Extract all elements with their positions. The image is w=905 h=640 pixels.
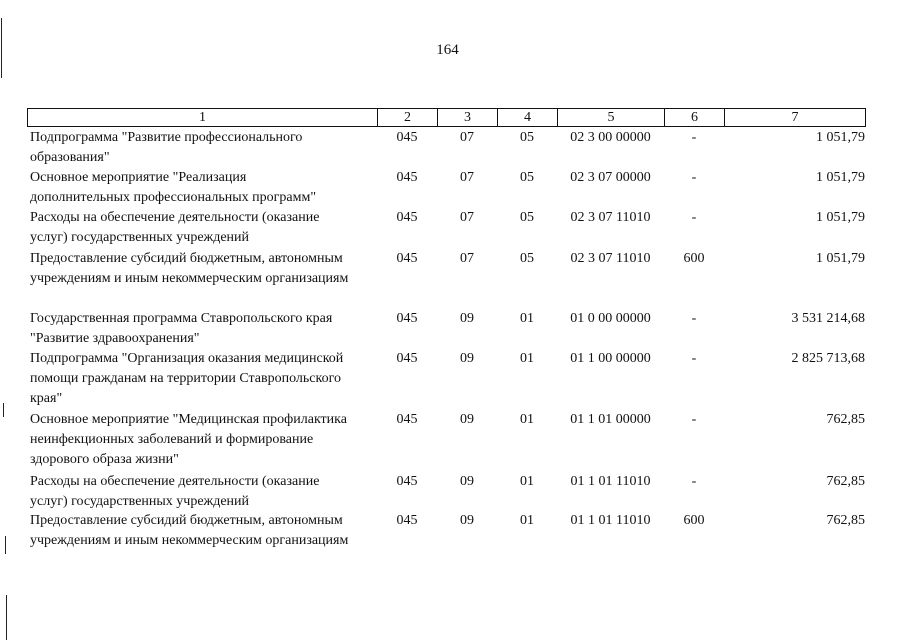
scan-edge-mark — [3, 403, 4, 417]
cell-c2: 045 — [396, 170, 418, 185]
row-name-line: услуг) государственных учреждений — [30, 230, 250, 245]
cell-c2: 045 — [396, 412, 418, 427]
cell-c4: 05 — [520, 130, 534, 145]
row-name — [30, 410, 380, 470]
cell-c5: 01 0 00 00000 — [570, 311, 651, 326]
cell-c2: 045 — [396, 251, 418, 266]
cell-c2: 045 — [396, 210, 418, 225]
cell-c3: 09 — [460, 474, 474, 489]
row-name-line: учреждениям и иным некоммерческим организациям — [30, 533, 349, 548]
row-name-line: дополнительных профессиональных программ" — [30, 190, 317, 205]
row-name — [30, 208, 380, 248]
row-name-line: Предоставление субсидий бюджетным, автономным — [30, 251, 343, 266]
cell-c3: 09 — [460, 311, 474, 326]
row-name-line: Основное мероприятие "Реализация — [30, 170, 247, 185]
row-name-line: помощи гражданам на территории Ставропольского — [30, 371, 341, 386]
cell-c5: 02 3 07 11010 — [570, 210, 651, 225]
header-cell: 7 — [725, 109, 866, 127]
cell-c4: 01 — [520, 311, 534, 326]
cell-c6: - — [691, 130, 697, 145]
cell-c6: - — [691, 311, 697, 326]
row-name-line: края" — [30, 391, 63, 406]
cell-c6: - — [691, 210, 697, 225]
cell-c4: 05 — [520, 251, 534, 266]
cell-c4: 05 — [520, 170, 534, 185]
cell-c6: - — [691, 170, 697, 185]
cell-c5: 01 1 01 00000 — [570, 412, 651, 427]
cell-c4: 01 — [520, 412, 534, 427]
cell-c6: - — [691, 412, 697, 427]
cell-c7: 1 051,79 — [816, 210, 865, 225]
row-name — [30, 472, 380, 512]
row-name — [30, 249, 380, 289]
scan-edge-mark — [5, 536, 6, 554]
cell-c3: 09 — [460, 513, 474, 528]
row-name-line: образования" — [30, 150, 110, 165]
cell-c5: 02 3 00 00000 — [570, 130, 651, 145]
scan-edge-mark — [6, 595, 7, 640]
row-name — [30, 349, 380, 409]
table-header — [27, 108, 866, 127]
row-name-line: учреждениям и иным некоммерческим организациям — [30, 271, 349, 286]
cell-c7: 2 825 713,68 — [791, 351, 865, 366]
cell-c2: 045 — [396, 513, 418, 528]
cell-c6: 600 — [683, 513, 705, 528]
row-name-line: Основное мероприятие "Медицинская профилактика — [30, 412, 347, 427]
cell-c5: 01 1 01 11010 — [570, 474, 651, 489]
cell-c7: 3 531 214,68 — [791, 311, 865, 326]
row-name-line: Государственная программа Ставропольского края — [30, 311, 333, 326]
cell-c2: 045 — [396, 311, 418, 326]
cell-c3: 07 — [460, 251, 474, 266]
cell-c3: 07 — [460, 130, 474, 145]
row-name-line: Подпрограмма "Развитие профессионального — [30, 130, 303, 145]
cell-c5: 02 3 07 11010 — [570, 251, 651, 266]
cell-c7: 762,85 — [826, 412, 865, 427]
cell-c6: 600 — [683, 251, 705, 266]
row-name-line: услуг) государственных учреждений — [30, 494, 250, 509]
cell-c5: 01 1 01 11010 — [570, 513, 651, 528]
header-cell: 1 — [28, 109, 378, 127]
page-number: 164 — [436, 42, 459, 58]
cell-c3: 09 — [460, 412, 474, 427]
row-name-line: здорового образа жизни" — [30, 452, 179, 467]
cell-c6: - — [691, 351, 697, 366]
cell-c3: 07 — [460, 210, 474, 225]
cell-c7: 1 051,79 — [816, 170, 865, 185]
header-cell: 2 — [378, 109, 438, 127]
cell-c7: 762,85 — [826, 513, 865, 528]
row-name-line: Подпрограмма "Организация оказания медицинской — [30, 351, 344, 366]
header-cell: 5 — [558, 109, 665, 127]
row-name-line: Предоставление субсидий бюджетным, автономным — [30, 513, 343, 528]
header-cell: 6 — [665, 109, 725, 127]
cell-c3: 07 — [460, 170, 474, 185]
cell-c3: 09 — [460, 351, 474, 366]
cell-c7: 762,85 — [826, 474, 865, 489]
row-name-line: "Развитие здравоохранения" — [30, 331, 200, 346]
cell-c4: 05 — [520, 210, 534, 225]
row-name-line: Расходы на обеспечение деятельности (оказание — [30, 474, 320, 489]
row-name — [30, 128, 380, 168]
cell-c4: 01 — [520, 474, 534, 489]
row-name — [30, 168, 380, 208]
row-name-line: Расходы на обеспечение деятельности (оказание — [30, 210, 320, 225]
cell-c2: 045 — [396, 130, 418, 145]
cell-c5: 01 1 00 00000 — [570, 351, 651, 366]
scan-edge-mark — [1, 18, 2, 78]
cell-c4: 01 — [520, 351, 534, 366]
cell-c6: - — [691, 474, 697, 489]
cell-c2: 045 — [396, 474, 418, 489]
row-name — [30, 309, 380, 349]
cell-c7: 1 051,79 — [816, 130, 865, 145]
cell-c4: 01 — [520, 513, 534, 528]
header-cell: 3 — [438, 109, 498, 127]
cell-c2: 045 — [396, 351, 418, 366]
row-name — [30, 511, 380, 551]
cell-c7: 1 051,79 — [816, 251, 865, 266]
row-name-line: неинфекционных заболеваний и формирование — [30, 432, 314, 447]
cell-c5: 02 3 07 00000 — [570, 170, 651, 185]
header-cell: 4 — [498, 109, 558, 127]
